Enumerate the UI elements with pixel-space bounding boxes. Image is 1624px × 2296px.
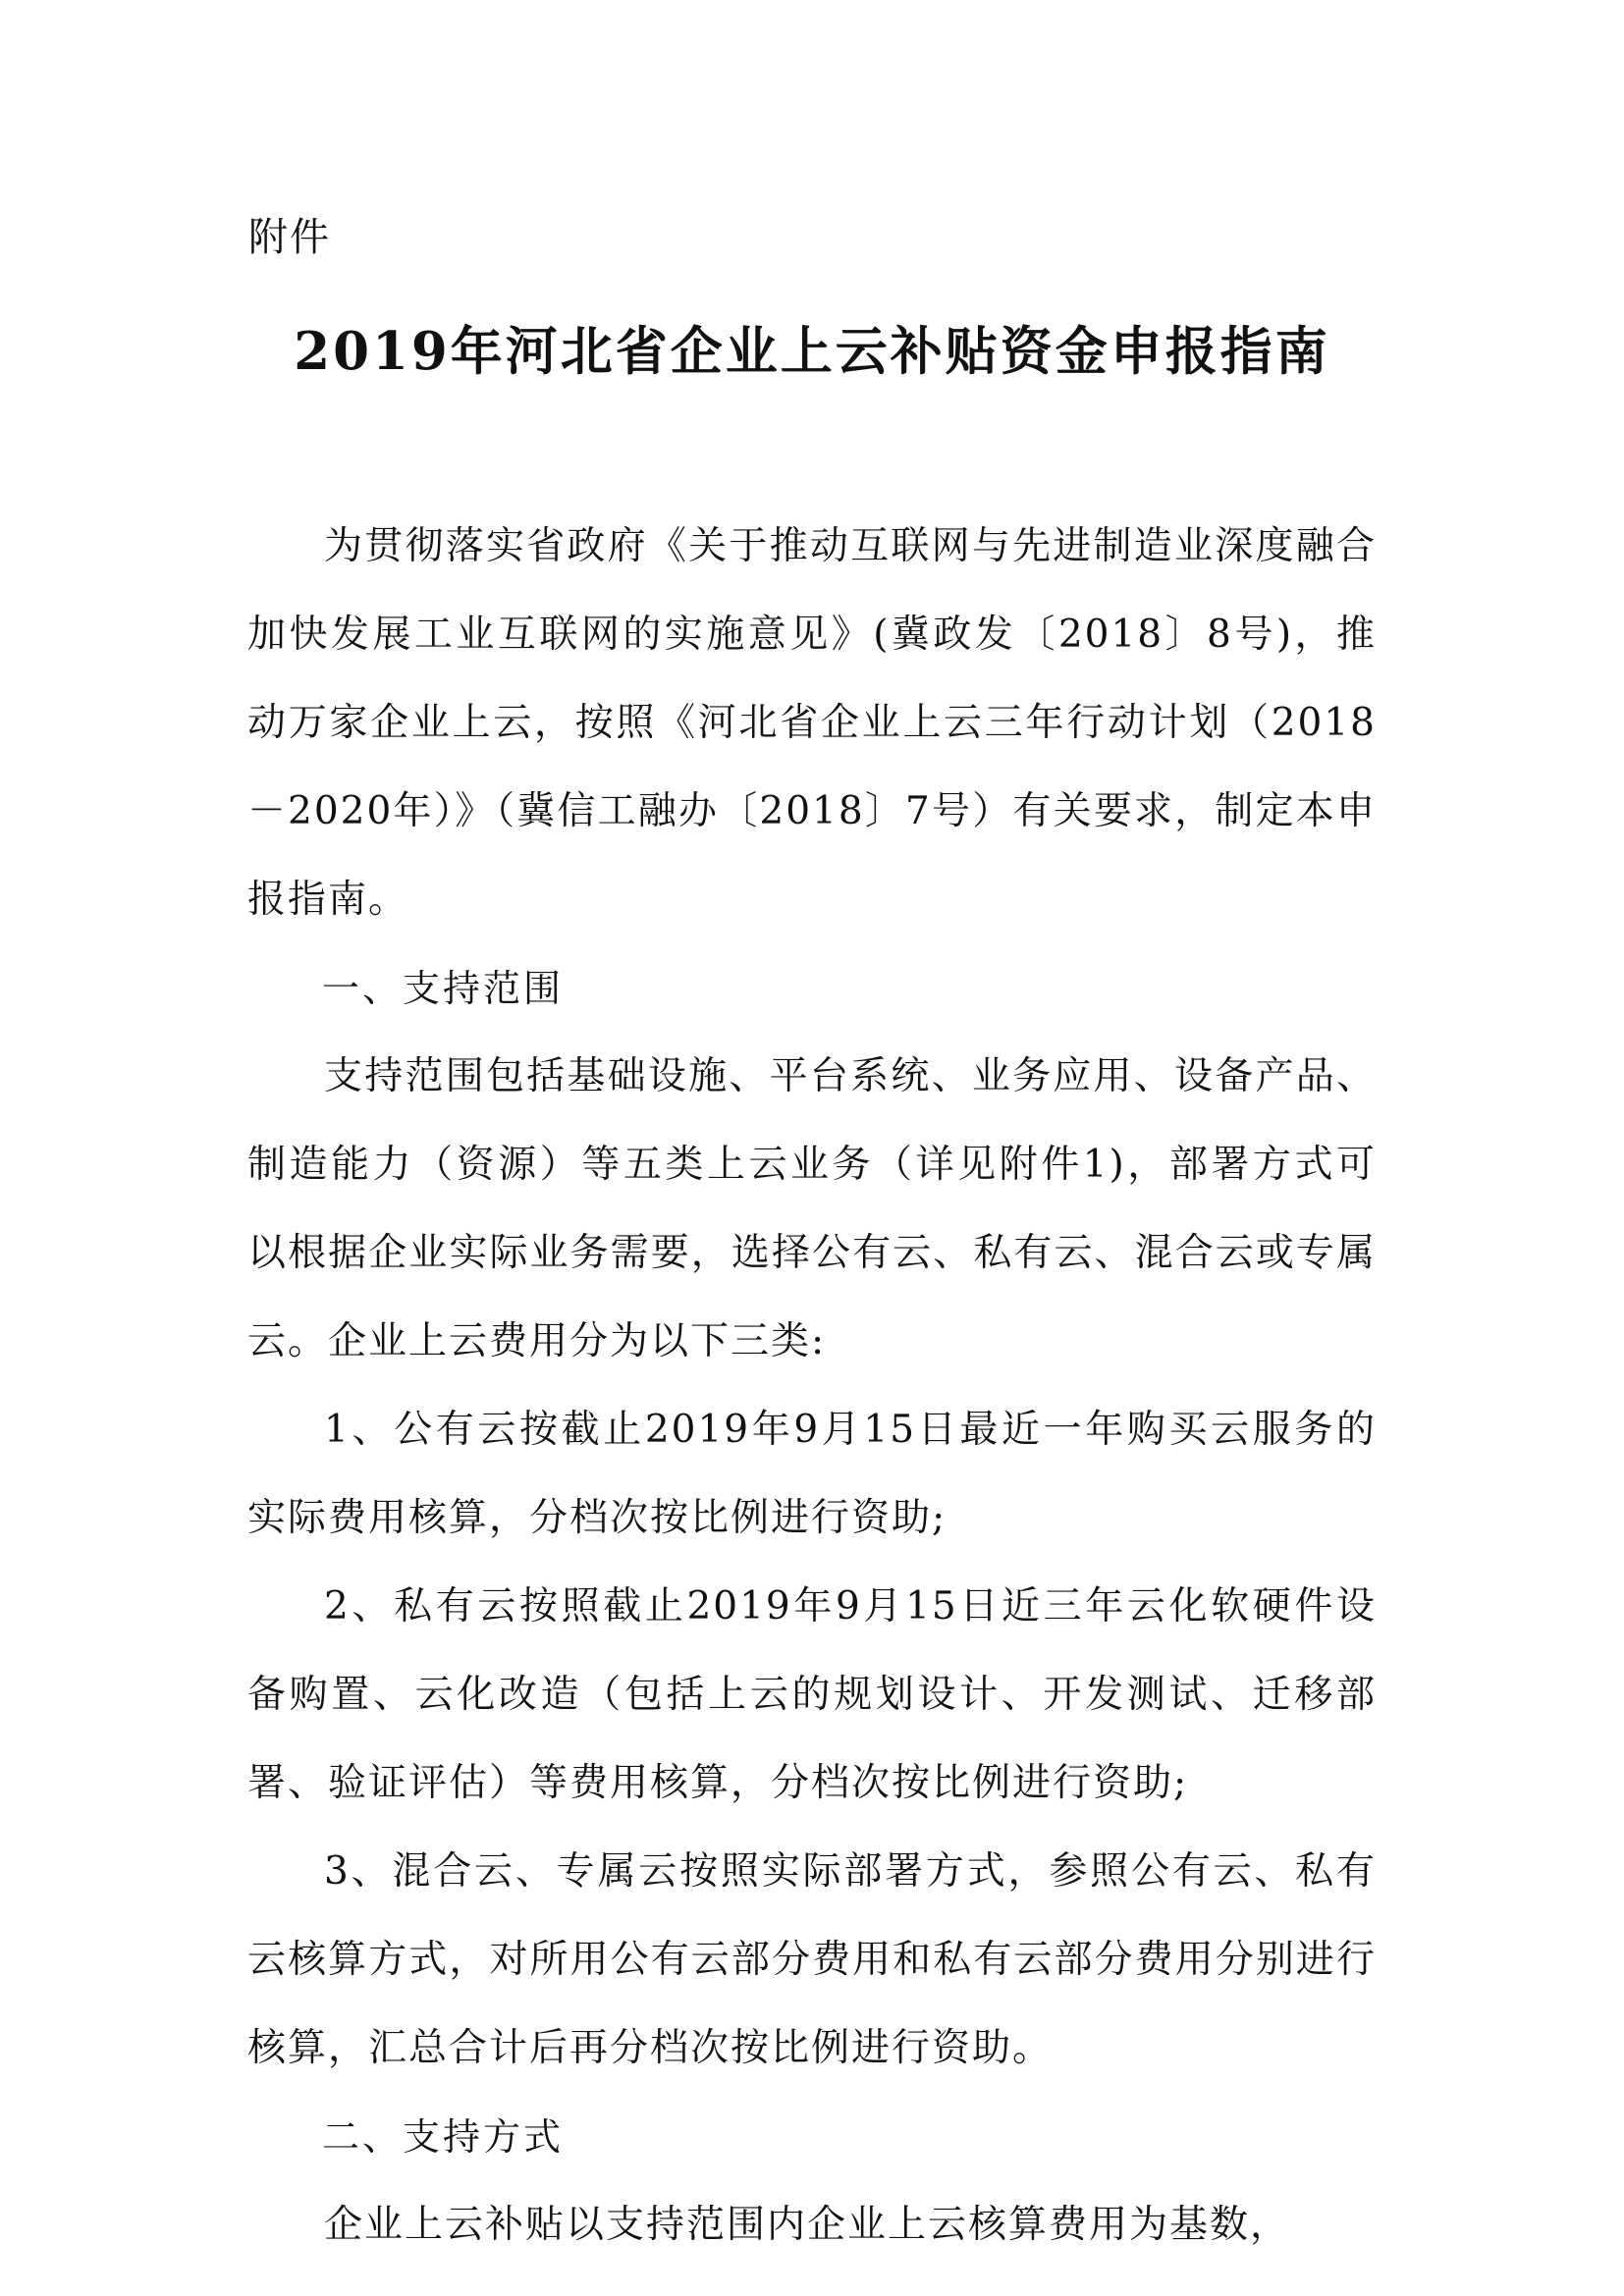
section-1-heading: 一、支持范围 <box>322 967 565 1010</box>
section-1-paragraph: 支持范围包括基础设施、平台系统、业务应用、设备产品、制造能力（资源）等五类上云业务（详见附件1)，部署方式可以根据企业实际业务需要，选择公有云、私有云、混合云或专属云。企业上云费用分为以下三类: <box>247 1054 1377 1363</box>
intro-paragraph: 为贯彻落实省政府《关于推动互联网与先进制造业深度融合加快发展工业互联网的实施意见》(冀政发〔2018〕8号)，推动万家企业上云，按照《河北省企业上云三年行动计划（2018－2020年）》（冀信工融办〔2018〕7号）有关要求，制定本申报指南。 <box>247 524 1377 922</box>
section-1-item-3: 3、混合云、专属云按照实际部署方式，参照公有云、私有云核算方式，对所用公有云部分费用和私有云部分费用分别进行核算，汇总合计后再分档次按比例进行资助。 <box>247 1849 1377 2070</box>
section-2-paragraph: 企业上云补贴以支持范围内企业上云核算费用为基数， <box>324 2203 1291 2247</box>
document-body <box>247 503 1377 2269</box>
section-1-item-1: 1、公有云按截止2019年9月15日最近一年购买云服务的实际费用核算，分档次按比例进行资助; <box>247 1408 1377 1540</box>
section-1-item-2: 2、私有云按照截止2019年9月15日近三年云化软硬件设备购置、云化改造（包括上云的规划设计、开发测试、迁移部署、验证评估）等费用核算，分档次按比例进行资助; <box>247 1584 1377 1805</box>
section-2-heading: 二、支持方式 <box>322 2115 565 2159</box>
document-title: 2019年河北省企业上云补贴资金申报指南 <box>294 321 1330 382</box>
attachment-label: 附件 <box>248 215 331 260</box>
